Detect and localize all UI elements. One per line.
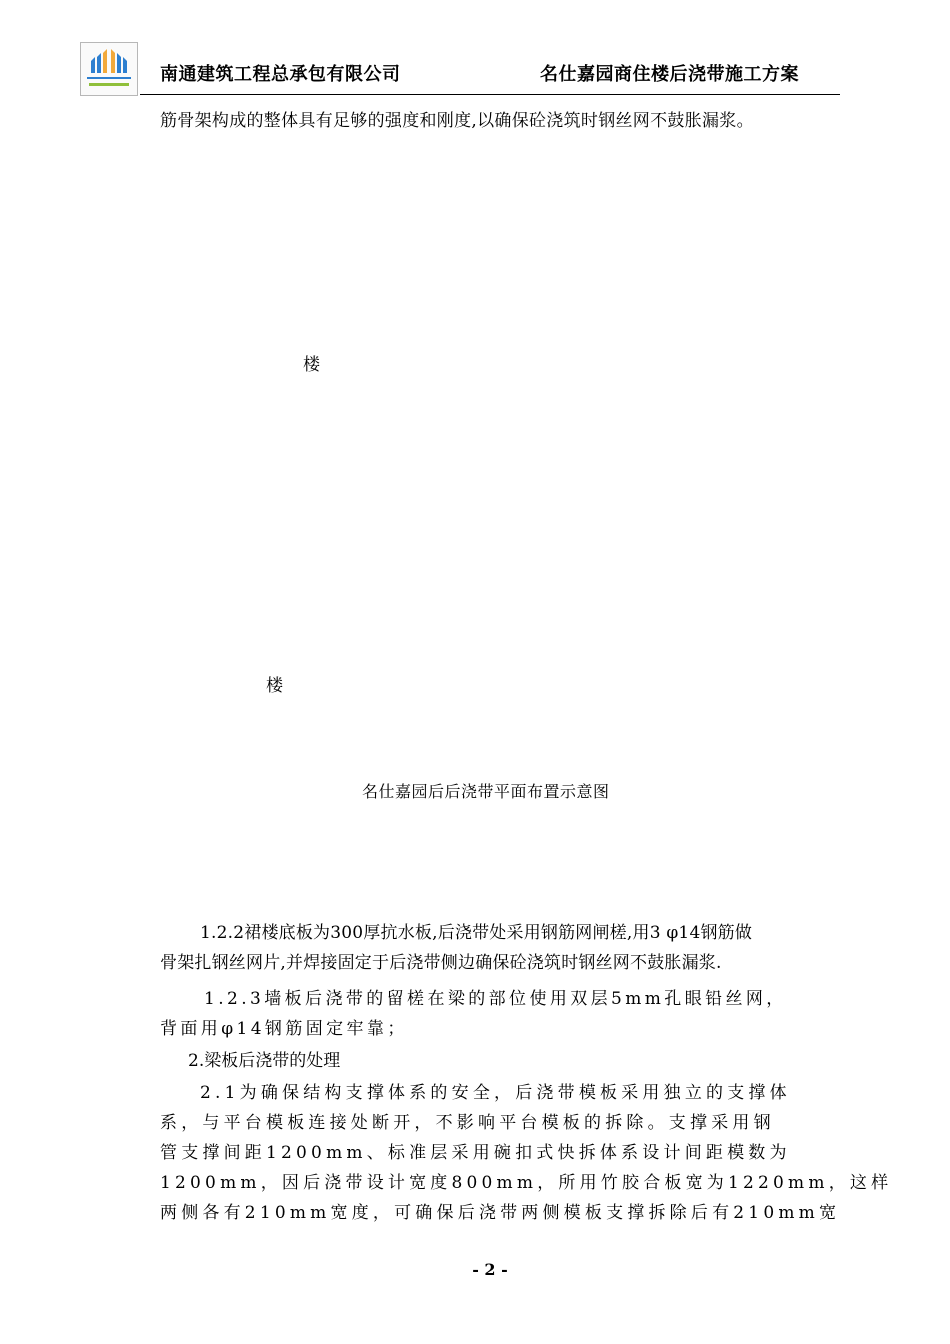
paragraph-2-1 bbox=[160, 1078, 893, 1228]
header-divider bbox=[140, 94, 840, 95]
paragraph-line: 系，与平台模板连接处断开，不影响平台模板的拆除。支撑采用钢 bbox=[160, 1113, 775, 1133]
header-document-title: 名仕嘉园商住楼后浇带施工方案 bbox=[540, 64, 799, 85]
figure-caption: 名仕嘉园后后浇带平面布置示意图 bbox=[362, 782, 610, 801]
section-heading-2 bbox=[160, 1046, 840, 1076]
logo-mark-icon bbox=[81, 43, 137, 95]
paragraph-line: 1.2.3墙板后浇带的留槎在梁的部位使用双层5mm孔眼铅丝网， bbox=[204, 989, 787, 1009]
paragraph-1-2-3 bbox=[160, 984, 840, 1044]
paragraph-line: 背面用φ14钢筋固定牢靠； bbox=[160, 1019, 408, 1039]
section-heading-text: 2.梁板后浇带的处理 bbox=[188, 1051, 341, 1071]
paragraph-1-2-2 bbox=[160, 918, 840, 978]
paragraph-line: 管支撑间距1200mm、标准层采用碗扣式快拆体系设计间距模数为 bbox=[160, 1143, 791, 1163]
continuation-line: 筋骨架构成的整体具有足够的强度和刚度,以确保砼浇筑时钢丝网不鼓胀漏浆。 bbox=[160, 111, 754, 131]
paragraph-line: 1.2.2裙楼底板为300厚抗水板,后浇带处采用钢筋网闸槎,用3 φ14钢筋做 bbox=[200, 923, 753, 943]
paragraph-line: 1200mm，因后浇带设计宽度800mm，所用竹胶合板宽为1220mm，这样 bbox=[160, 1173, 893, 1193]
company-logo bbox=[80, 42, 138, 96]
paragraph-line: 骨架扎钢丝网片,并焊接固定于后浇带侧边确保砼浇筑时钢丝网不鼓胀漏浆. bbox=[160, 953, 722, 973]
figure-label-building-2: 楼 bbox=[266, 676, 283, 696]
paragraph-line: 两侧各有210mm宽度，可确保后浇带两侧模板支撑拆除后有210mm宽 bbox=[160, 1203, 841, 1223]
page-number: - 2 - bbox=[472, 1260, 508, 1279]
paragraph-line: 2.1为确保结构支撑体系的安全，后浇带模板采用独立的支撑体 bbox=[200, 1083, 791, 1103]
figure-label-building-1: 楼 bbox=[303, 355, 320, 375]
header-company-name: 南通建筑工程总承包有限公司 bbox=[160, 64, 401, 85]
